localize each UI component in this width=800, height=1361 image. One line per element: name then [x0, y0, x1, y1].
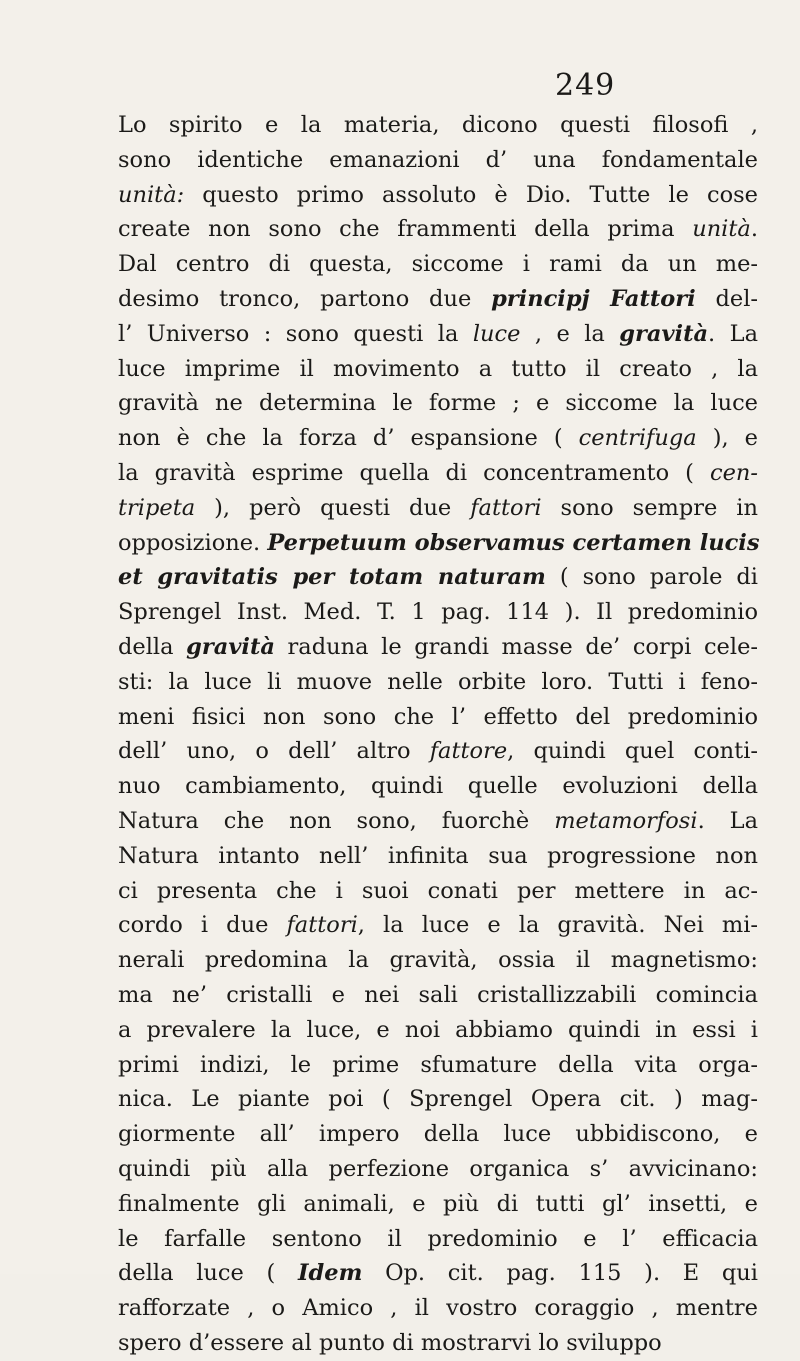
- text-line: [118, 1152, 758, 1187]
- text-run: Natura che non sono, fuorchè: [118, 807, 555, 834]
- emphasized-text: fattore: [429, 738, 508, 765]
- text-line: [118, 978, 758, 1013]
- text-run: giormente all’ impero della luce ubbidiscono, e: [118, 1121, 758, 1148]
- text-run: sti: la luce li muove nelle orbite loro. Tutti i feno-: [118, 668, 758, 695]
- text-run: . La: [708, 320, 758, 347]
- text-line: [118, 734, 758, 769]
- text-line: [118, 386, 758, 421]
- emphasized-text: metamorfosi: [554, 807, 698, 834]
- text-run: . La: [697, 807, 758, 834]
- text-run: opposizione.: [118, 529, 268, 556]
- text-line: [118, 212, 758, 247]
- text-run: ma ne’ cristalli e nei sali cristallizzabili comincia: [118, 981, 758, 1008]
- text-line: [118, 804, 758, 839]
- text-line: [118, 595, 758, 630]
- text-run: sono identiche emanazioni d’ una fondamentale: [118, 146, 758, 173]
- text-run: Lo spirito e la materia, dicono questi filosofi ,: [118, 112, 758, 138]
- page-number: 249: [555, 68, 616, 103]
- text-line: [118, 1291, 758, 1326]
- emphasized-text: luce: [472, 320, 521, 347]
- text-line: [118, 421, 758, 456]
- emphasized-text: unità:: [118, 181, 185, 208]
- text-line: [118, 874, 758, 909]
- text-line: [118, 526, 758, 561]
- text-line: [118, 1117, 758, 1152]
- emphasized-text: fattori: [286, 912, 358, 939]
- text-run: quindi più alla perfezione organica s’ avvicinano:: [118, 1155, 758, 1182]
- text-run: l’ Universo : sono questi la: [118, 320, 473, 347]
- emphasized-text: et gravitatis per totam naturam: [118, 564, 546, 591]
- text-run: meni fisici non sono che l’ effetto del predominio: [118, 703, 758, 730]
- body-text: [118, 108, 758, 1361]
- emphasized-text: gravità: [186, 633, 275, 660]
- text-run: .: [750, 216, 758, 243]
- text-run: Sprengel Inst. Med. T. 1 pag. 114 ). Il predominio: [118, 599, 758, 626]
- text-line: [118, 1013, 758, 1048]
- text-line: [118, 352, 758, 387]
- text-line: [118, 1326, 758, 1361]
- text-run: del-: [695, 285, 758, 312]
- text-run: la gravità esprime quella di concentramento (: [118, 459, 710, 486]
- text-line: [118, 560, 758, 595]
- text-run: nuo cambiamento, quindi quelle evoluzioni della: [118, 773, 758, 800]
- text-run: ci presenta che i suoi conati per mettere in ac-: [118, 877, 758, 904]
- text-run: raduna le grandi masse de’ corpi cele-: [274, 633, 758, 660]
- text-run: le farfalle sentono il predominio e l’ efficacia: [118, 1225, 758, 1252]
- emphasized-text: Idem: [298, 1260, 363, 1287]
- text-run: rafforzate , o Amico , il vostro coraggio , mentre: [118, 1295, 758, 1322]
- text-run: ), e: [696, 425, 758, 452]
- text-line: [118, 839, 758, 874]
- text-run: della: [118, 633, 187, 660]
- text-run: Op. cit. pag. 115 ). E qui: [362, 1260, 758, 1287]
- text-line: [118, 317, 758, 352]
- emphasized-text: principj Fattori: [491, 285, 696, 312]
- text-run: primi indizi, le prime sfumature della vita orga-: [118, 1051, 758, 1078]
- text-run: ), però questi due: [195, 494, 471, 521]
- text-line: [118, 247, 758, 282]
- text-run: , e la: [520, 320, 620, 347]
- text-run: nerali predomina la gravità, ossia il magnetismo:: [118, 947, 758, 974]
- text-run: desimo tronco, partono due: [118, 285, 492, 312]
- text-run: nica. Le piante poi ( Sprengel Opera cit. ) mag-: [118, 1086, 758, 1113]
- emphasized-text: unità: [692, 216, 751, 243]
- text-run: , la luce e la gravità. Nei mi-: [357, 912, 758, 939]
- text-line: [118, 630, 758, 665]
- text-run: non è che la forza d’ espansione (: [118, 425, 579, 452]
- text-run: create non sono che frammenti della prima: [118, 216, 693, 243]
- text-run: spero d’essere al punto di mostrarvi lo sviluppo: [118, 1329, 662, 1356]
- text-run: Dal centro di questa, siccome i rami da un me-: [118, 251, 758, 278]
- text-line: [118, 143, 758, 178]
- text-line: [118, 1222, 758, 1257]
- text-line: [118, 282, 758, 317]
- text-run: dell’ uno, o dell’ altro: [118, 738, 430, 765]
- text-run: luce imprime il movimento a tutto il creato , la: [118, 355, 758, 382]
- text-line: [118, 1082, 758, 1117]
- text-run: finalmente gli animali, e più di tutti gl’ insetti, e: [118, 1190, 758, 1217]
- text-run: ( sono parole di: [545, 564, 759, 591]
- text-line: [118, 178, 758, 213]
- text-line: [118, 700, 758, 735]
- emphasized-text: tripeta: [118, 494, 196, 521]
- text-line: [118, 1048, 758, 1083]
- text-line: [118, 491, 758, 526]
- emphasized-text: cen-: [709, 459, 758, 486]
- text-line: [118, 1256, 758, 1291]
- text-run: sono sempre in: [541, 494, 758, 521]
- text-line: [118, 456, 758, 491]
- emphasized-text: Perpetuum observamus certamen lucis: [267, 529, 760, 556]
- text-run: gravità ne determina le forme ; e siccome la luce: [118, 390, 758, 417]
- text-run: a prevalere la luce, e noi abbiamo quindi in essi i: [118, 1016, 758, 1043]
- text-run: della luce (: [118, 1260, 298, 1287]
- emphasized-text: fattori: [470, 494, 542, 521]
- text-line: [118, 908, 758, 943]
- emphasized-text: gravità: [619, 320, 709, 347]
- text-run: cordo i due: [118, 912, 287, 939]
- text-line: [118, 1187, 758, 1222]
- text-run: questo primo assoluto è Dio. Tutte le cose: [184, 181, 758, 208]
- text-line: [118, 769, 758, 804]
- text-run: Natura intanto nell’ infinita sua progressione non: [118, 842, 758, 869]
- text-run: , quindi quel conti-: [507, 738, 758, 765]
- emphasized-text: centrifuga: [578, 425, 697, 452]
- text-line: [118, 108, 758, 143]
- text-line: [118, 943, 758, 978]
- text-line: [118, 665, 758, 700]
